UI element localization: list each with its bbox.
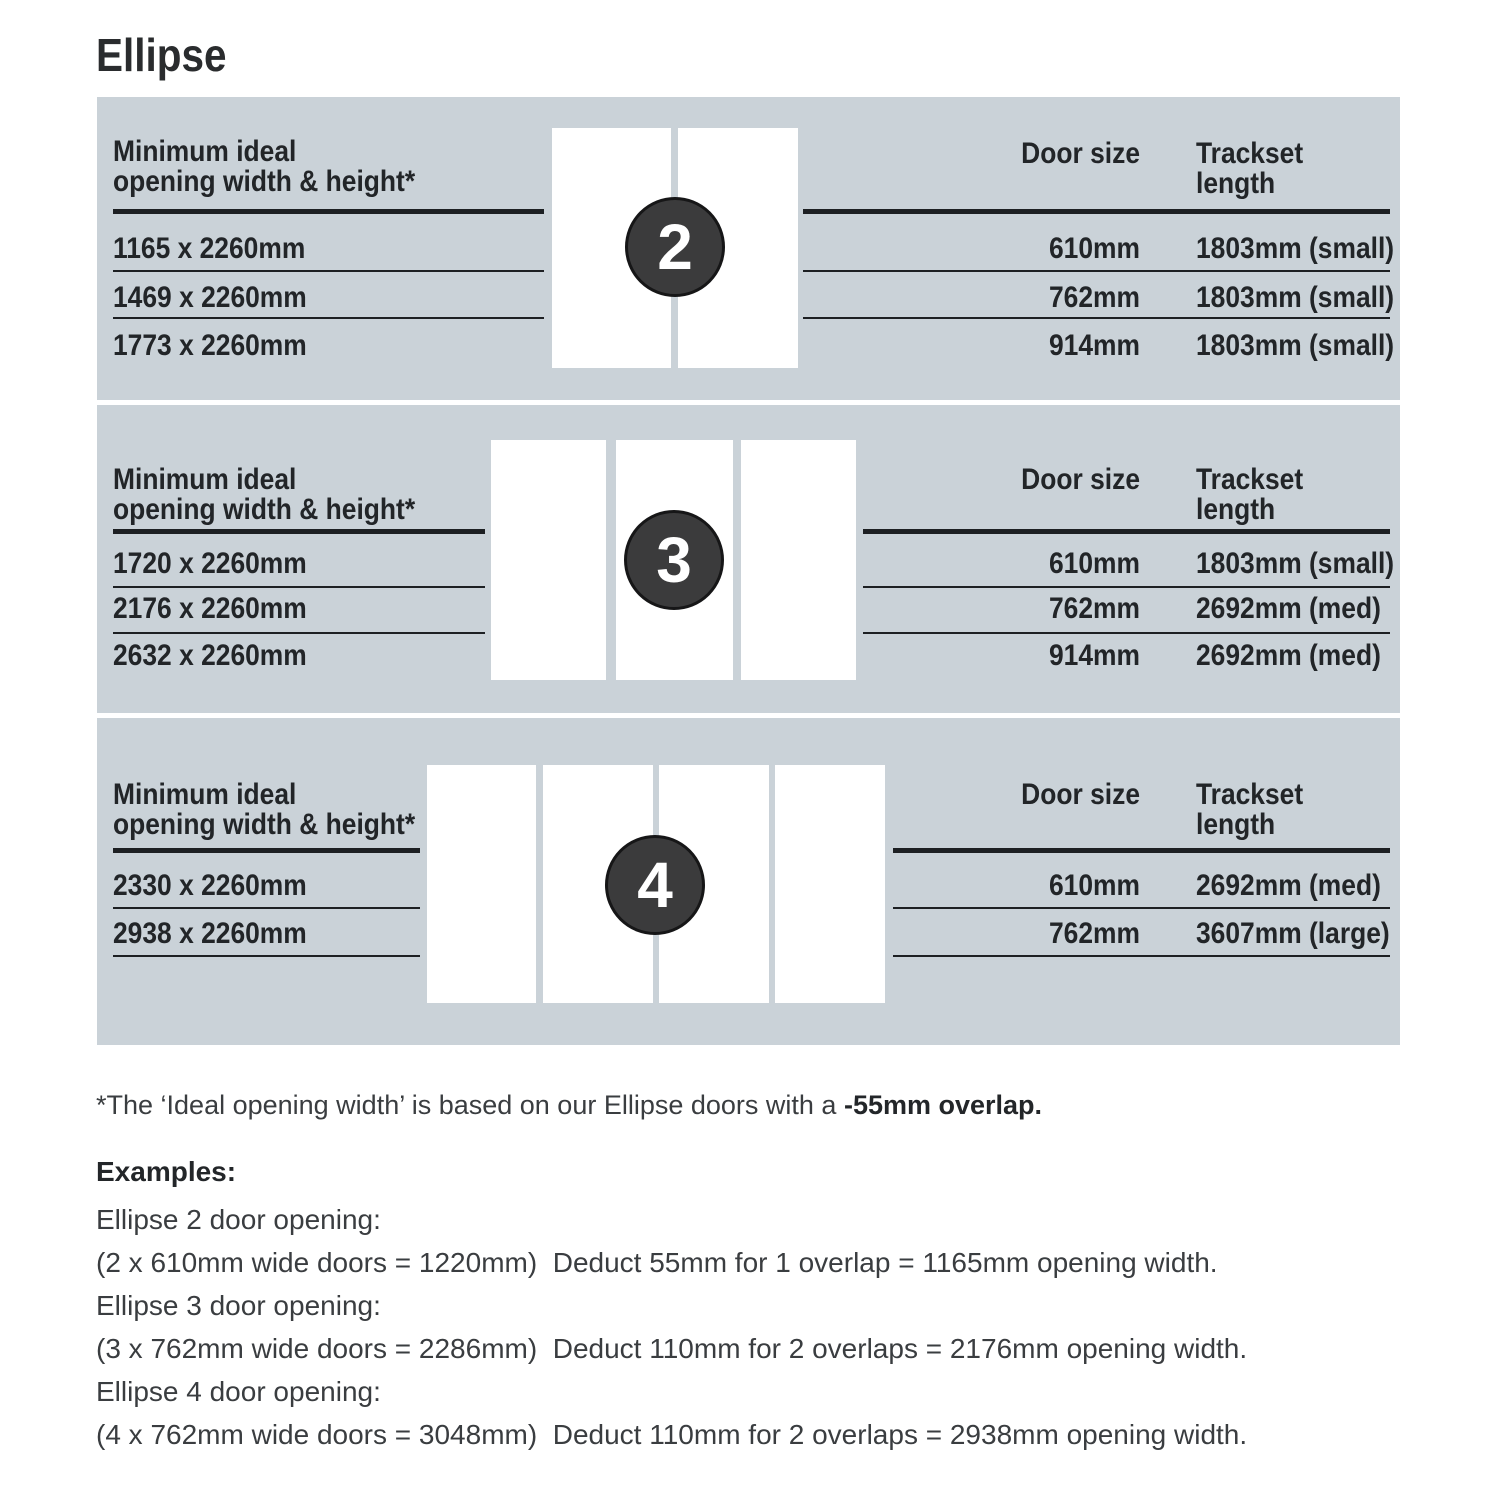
opening-size: 1720 x 2260mm [113, 547, 307, 580]
section-3-door [97, 405, 1400, 713]
left-header [113, 137, 415, 197]
trackset-value: 1803mm (small) [1196, 329, 1395, 362]
example-line: (3 x 762mm wide doors = 2286mm) Deduct 110mm for 2 overlaps = 2176mm opening width. [96, 1333, 1248, 1364]
opening-size: 1165 x 2260mm [113, 232, 306, 265]
row-divider [893, 955, 1390, 957]
example-line: Ellipse 3 door opening: [96, 1290, 381, 1321]
left-header-line2: opening width & height* [113, 165, 416, 198]
door-panel [775, 765, 885, 1003]
row-divider [863, 632, 1390, 634]
opening-size: 2176 x 2260mm [113, 592, 307, 625]
left-header-line1: Minimum ideal [113, 135, 297, 168]
opening-size: 1773 x 2260mm [113, 329, 307, 362]
left-header [113, 780, 415, 840]
example-line: Ellipse 2 door opening: [96, 1204, 381, 1235]
row-divider [113, 907, 420, 909]
row-divider [113, 586, 485, 588]
door-size-header: Door size [1021, 778, 1140, 811]
example-line: (2 x 610mm wide doors = 1220mm) Deduct 55mm for 1 overlap = 1165mm opening width. [96, 1247, 1218, 1278]
page-title: Ellipse [96, 29, 227, 81]
row-divider [113, 270, 544, 272]
row-divider [803, 317, 1390, 319]
opening-size: 1469 x 2260mm [113, 281, 307, 314]
footnote-bold: -55mm overlap. [843, 1090, 1043, 1120]
door-size-header: Door size [1021, 463, 1140, 496]
door-size-value: 610mm [1049, 547, 1140, 580]
right-header-rule [803, 209, 1390, 214]
door-size-value: 762mm [1049, 917, 1140, 950]
row-divider [893, 907, 1390, 909]
row-divider [803, 270, 1390, 272]
opening-size: 2938 x 2260mm [113, 917, 307, 950]
door-panel [741, 440, 856, 680]
right-header-rule [893, 848, 1390, 853]
door-panel [491, 440, 606, 680]
row-divider [863, 586, 1390, 588]
row-divider [113, 632, 485, 634]
door-count: 3 [656, 524, 692, 596]
door-count-badge [625, 197, 725, 297]
trackset-value: 3607mm (large) [1196, 917, 1390, 950]
left-header-line2: opening width & height* [113, 493, 416, 526]
trackset-header: Trackset length [1196, 463, 1304, 526]
left-header-rule [113, 529, 485, 534]
door-size-value: 914mm [1049, 639, 1140, 672]
example-line: Ellipse 4 door opening: [96, 1376, 381, 1407]
door-size-value: 610mm [1049, 869, 1140, 902]
door-panel [427, 765, 536, 1003]
trackset-value: 1803mm (small) [1196, 281, 1395, 314]
footnote [96, 1090, 1042, 1121]
opening-size: 2632 x 2260mm [113, 639, 307, 672]
door-count: 4 [637, 849, 673, 921]
door-size-value: 610mm [1049, 232, 1140, 265]
right-header-rule [863, 529, 1390, 534]
examples-heading: Examples: [96, 1156, 237, 1187]
door-size-header: Door size [1021, 137, 1140, 170]
section-2-door [97, 97, 1400, 400]
door-count-badge [624, 510, 724, 610]
trackset-header: Trackset length [1196, 778, 1304, 841]
door-size-value: 762mm [1049, 281, 1140, 314]
example-line: (4 x 762mm wide doors = 3048mm) Deduct 110mm for 2 overlaps = 2938mm opening width. [96, 1419, 1248, 1450]
door-size-value: 914mm [1049, 329, 1140, 362]
door-count: 2 [657, 211, 693, 283]
door-size-value: 762mm [1049, 592, 1140, 625]
door-count-badge [605, 835, 705, 935]
opening-size: 2330 x 2260mm [113, 869, 307, 902]
spec-panel [97, 97, 1400, 1045]
examples-list [96, 1198, 1247, 1456]
trackset-value: 2692mm (med) [1196, 639, 1381, 672]
trackset-value: 2692mm (med) [1196, 592, 1381, 625]
row-divider [113, 317, 544, 319]
trackset-value: 1803mm (small) [1196, 232, 1395, 265]
left-header-line2: opening width & height* [113, 808, 416, 841]
trackset-header: Trackset length [1196, 137, 1304, 200]
footnote-text: *The ‘Ideal opening width’ is based on our Ellipse doors with a [96, 1090, 844, 1120]
left-header-line1: Minimum ideal [113, 778, 297, 811]
trackset-value: 1803mm (small) [1196, 547, 1395, 580]
trackset-value: 2692mm (med) [1196, 869, 1381, 902]
left-header [113, 465, 415, 525]
left-header-line1: Minimum ideal [113, 463, 297, 496]
left-header-rule [113, 848, 420, 853]
row-divider [113, 955, 420, 957]
left-header-rule [113, 209, 544, 214]
section-4-door [97, 718, 1400, 1045]
